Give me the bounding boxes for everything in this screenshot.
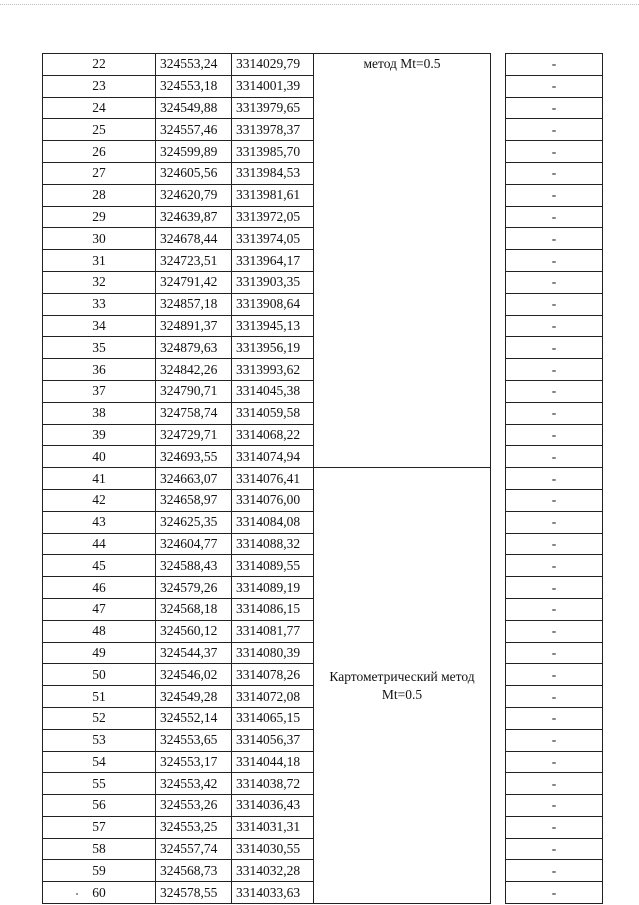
point-number-cell: 58 bbox=[43, 838, 156, 860]
y-coordinate-cell: 3313979,65 bbox=[232, 97, 314, 119]
point-number-cell: 30 bbox=[43, 228, 156, 250]
spacer-cell bbox=[491, 54, 506, 76]
y-coordinate-cell: 3314081,77 bbox=[232, 620, 314, 642]
x-coordinate-cell: 324729,71 bbox=[156, 424, 232, 446]
point-number-cell: 32 bbox=[43, 271, 156, 293]
point-number-cell: 53 bbox=[43, 729, 156, 751]
spacer-cell bbox=[491, 359, 506, 381]
spacer-cell bbox=[491, 773, 506, 795]
spacer-cell bbox=[491, 577, 506, 599]
accuracy-cell: - bbox=[506, 468, 603, 490]
point-number-cell: 27 bbox=[43, 162, 156, 184]
x-coordinate-cell: 324857,18 bbox=[156, 293, 232, 315]
spacer-cell bbox=[491, 293, 506, 315]
point-number-cell: 54 bbox=[43, 751, 156, 773]
accuracy-cell: - bbox=[506, 882, 603, 904]
spacer-cell bbox=[491, 838, 506, 860]
spacer-cell bbox=[491, 882, 506, 904]
spacer-cell bbox=[491, 97, 506, 119]
spacer-cell bbox=[491, 707, 506, 729]
accuracy-cell: - bbox=[506, 729, 603, 751]
accuracy-cell: - bbox=[506, 380, 603, 402]
point-number-cell: 34 bbox=[43, 315, 156, 337]
point-number-cell: 42 bbox=[43, 489, 156, 511]
spacer-cell bbox=[491, 337, 506, 359]
x-coordinate-cell: 324678,44 bbox=[156, 228, 232, 250]
accuracy-cell: - bbox=[506, 250, 603, 272]
x-coordinate-cell: 324879,63 bbox=[156, 337, 232, 359]
y-coordinate-cell: 3314065,15 bbox=[232, 707, 314, 729]
x-coordinate-cell: 324693,55 bbox=[156, 446, 232, 468]
point-number-cell: 44 bbox=[43, 533, 156, 555]
scan-speck bbox=[76, 893, 78, 895]
x-coordinate-cell: 324557,74 bbox=[156, 838, 232, 860]
coordinates-table-body bbox=[43, 54, 603, 904]
accuracy-cell: - bbox=[506, 751, 603, 773]
y-coordinate-cell: 3314044,18 bbox=[232, 751, 314, 773]
x-coordinate-cell: 324549,88 bbox=[156, 97, 232, 119]
spacer-cell bbox=[491, 228, 506, 250]
y-coordinate-cell: 3313981,61 bbox=[232, 184, 314, 206]
method-cell: метод Mt=0.5 bbox=[314, 54, 491, 468]
y-coordinate-cell: 3314076,41 bbox=[232, 468, 314, 490]
spacer-cell bbox=[491, 184, 506, 206]
y-coordinate-cell: 3314074,94 bbox=[232, 446, 314, 468]
point-number-cell: 43 bbox=[43, 511, 156, 533]
y-coordinate-cell: 3314076,00 bbox=[232, 489, 314, 511]
point-number-cell: 48 bbox=[43, 620, 156, 642]
table-row bbox=[43, 468, 603, 490]
accuracy-cell: - bbox=[506, 533, 603, 555]
point-number-cell: 46 bbox=[43, 577, 156, 599]
x-coordinate-cell: 324553,24 bbox=[156, 54, 232, 76]
y-coordinate-cell: 3314080,39 bbox=[232, 642, 314, 664]
accuracy-cell: - bbox=[506, 424, 603, 446]
y-coordinate-cell: 3314056,37 bbox=[232, 729, 314, 751]
point-number-cell: 24 bbox=[43, 97, 156, 119]
x-coordinate-cell: 324620,79 bbox=[156, 184, 232, 206]
accuracy-cell: - bbox=[506, 816, 603, 838]
spacer-cell bbox=[491, 119, 506, 141]
y-coordinate-cell: 3314089,55 bbox=[232, 555, 314, 577]
x-coordinate-cell: 324549,28 bbox=[156, 686, 232, 708]
accuracy-cell: - bbox=[506, 75, 603, 97]
method-cell: Картометрический метод Mt=0.5 bbox=[314, 468, 491, 904]
accuracy-cell: - bbox=[506, 271, 603, 293]
x-coordinate-cell: 324723,51 bbox=[156, 250, 232, 272]
spacer-cell bbox=[491, 751, 506, 773]
spacer-cell bbox=[491, 816, 506, 838]
accuracy-cell: - bbox=[506, 686, 603, 708]
coordinates-table bbox=[42, 53, 603, 904]
spacer-cell bbox=[491, 315, 506, 337]
accuracy-cell: - bbox=[506, 97, 603, 119]
spacer-cell bbox=[491, 729, 506, 751]
y-coordinate-cell: 3313984,53 bbox=[232, 162, 314, 184]
y-coordinate-cell: 3314001,39 bbox=[232, 75, 314, 97]
spacer-cell bbox=[491, 271, 506, 293]
point-number-cell: 36 bbox=[43, 359, 156, 381]
spacer-cell bbox=[491, 402, 506, 424]
accuracy-cell: - bbox=[506, 293, 603, 315]
accuracy-cell: - bbox=[506, 577, 603, 599]
accuracy-cell: - bbox=[506, 707, 603, 729]
point-number-cell: 23 bbox=[43, 75, 156, 97]
y-coordinate-cell: 3314088,32 bbox=[232, 533, 314, 555]
spacer-cell bbox=[491, 686, 506, 708]
y-coordinate-cell: 3313945,13 bbox=[232, 315, 314, 337]
x-coordinate-cell: 324604,77 bbox=[156, 533, 232, 555]
y-coordinate-cell: 3313956,19 bbox=[232, 337, 314, 359]
spacer-cell bbox=[491, 75, 506, 97]
x-coordinate-cell: 324546,02 bbox=[156, 664, 232, 686]
spacer-cell bbox=[491, 141, 506, 163]
x-coordinate-cell: 324568,18 bbox=[156, 598, 232, 620]
point-number-cell: 45 bbox=[43, 555, 156, 577]
x-coordinate-cell: 324579,26 bbox=[156, 577, 232, 599]
point-number-cell: 28 bbox=[43, 184, 156, 206]
y-coordinate-cell: 3313974,05 bbox=[232, 228, 314, 250]
x-coordinate-cell: 324553,25 bbox=[156, 816, 232, 838]
y-coordinate-cell: 3313993,62 bbox=[232, 359, 314, 381]
y-coordinate-cell: 3314086,15 bbox=[232, 598, 314, 620]
x-coordinate-cell: 324891,37 bbox=[156, 315, 232, 337]
y-coordinate-cell: 3314045,38 bbox=[232, 380, 314, 402]
point-number-cell: 31 bbox=[43, 250, 156, 272]
point-number-cell: 41 bbox=[43, 468, 156, 490]
y-coordinate-cell: 3314089,19 bbox=[232, 577, 314, 599]
y-coordinate-cell: 3314059,58 bbox=[232, 402, 314, 424]
point-number-cell: 38 bbox=[43, 402, 156, 424]
accuracy-cell: - bbox=[506, 162, 603, 184]
y-coordinate-cell: 3313964,17 bbox=[232, 250, 314, 272]
accuracy-cell: - bbox=[506, 642, 603, 664]
spacer-cell bbox=[491, 620, 506, 642]
x-coordinate-cell: 324560,12 bbox=[156, 620, 232, 642]
x-coordinate-cell: 324599,89 bbox=[156, 141, 232, 163]
point-number-cell: 39 bbox=[43, 424, 156, 446]
accuracy-cell: - bbox=[506, 664, 603, 686]
y-coordinate-cell: 3313908,64 bbox=[232, 293, 314, 315]
spacer-cell bbox=[491, 533, 506, 555]
spacer-cell bbox=[491, 555, 506, 577]
x-coordinate-cell: 324568,73 bbox=[156, 860, 232, 882]
y-coordinate-cell: 3314032,28 bbox=[232, 860, 314, 882]
spacer-cell bbox=[491, 250, 506, 272]
accuracy-cell: - bbox=[506, 511, 603, 533]
point-number-cell: 29 bbox=[43, 206, 156, 228]
x-coordinate-cell: 324663,07 bbox=[156, 468, 232, 490]
x-coordinate-cell: 324842,26 bbox=[156, 359, 232, 381]
x-coordinate-cell: 324605,56 bbox=[156, 162, 232, 184]
accuracy-cell: - bbox=[506, 228, 603, 250]
accuracy-cell: - bbox=[506, 446, 603, 468]
x-coordinate-cell: 324625,35 bbox=[156, 511, 232, 533]
point-number-cell: 47 bbox=[43, 598, 156, 620]
accuracy-cell: - bbox=[506, 184, 603, 206]
accuracy-cell: - bbox=[506, 838, 603, 860]
accuracy-cell: - bbox=[506, 620, 603, 642]
point-number-cell: 55 bbox=[43, 773, 156, 795]
spacer-cell bbox=[491, 664, 506, 686]
x-coordinate-cell: 324553,26 bbox=[156, 795, 232, 817]
x-coordinate-cell: 324639,87 bbox=[156, 206, 232, 228]
point-number-cell: 40 bbox=[43, 446, 156, 468]
x-coordinate-cell: 324557,46 bbox=[156, 119, 232, 141]
y-coordinate-cell: 3314038,72 bbox=[232, 773, 314, 795]
spacer-cell bbox=[491, 642, 506, 664]
spacer-cell bbox=[491, 795, 506, 817]
accuracy-cell: - bbox=[506, 555, 603, 577]
y-coordinate-cell: 3313972,05 bbox=[232, 206, 314, 228]
accuracy-cell: - bbox=[506, 359, 603, 381]
point-number-cell: 22 bbox=[43, 54, 156, 76]
y-coordinate-cell: 3314078,26 bbox=[232, 664, 314, 686]
x-coordinate-cell: 324553,18 bbox=[156, 75, 232, 97]
x-coordinate-cell: 324553,65 bbox=[156, 729, 232, 751]
y-coordinate-cell: 3313985,70 bbox=[232, 141, 314, 163]
accuracy-cell: - bbox=[506, 860, 603, 882]
point-number-cell: 33 bbox=[43, 293, 156, 315]
x-coordinate-cell: 324578,55 bbox=[156, 882, 232, 904]
point-number-cell: 60 bbox=[43, 882, 156, 904]
point-number-cell: 57 bbox=[43, 816, 156, 838]
accuracy-cell: - bbox=[506, 402, 603, 424]
y-coordinate-cell: 3314033,63 bbox=[232, 882, 314, 904]
spacer-cell bbox=[491, 598, 506, 620]
scan-artifact-line bbox=[0, 4, 639, 5]
point-number-cell: 49 bbox=[43, 642, 156, 664]
x-coordinate-cell: 324791,42 bbox=[156, 271, 232, 293]
point-number-cell: 35 bbox=[43, 337, 156, 359]
y-coordinate-cell: 3314036,43 bbox=[232, 795, 314, 817]
spacer-cell bbox=[491, 446, 506, 468]
y-coordinate-cell: 3314072,08 bbox=[232, 686, 314, 708]
point-number-cell: 59 bbox=[43, 860, 156, 882]
table-row bbox=[43, 54, 603, 76]
point-number-cell: 50 bbox=[43, 664, 156, 686]
accuracy-cell: - bbox=[506, 141, 603, 163]
point-number-cell: 26 bbox=[43, 141, 156, 163]
spacer-cell bbox=[491, 489, 506, 511]
y-coordinate-cell: 3313903,35 bbox=[232, 271, 314, 293]
y-coordinate-cell: 3314029,79 bbox=[232, 54, 314, 76]
accuracy-cell: - bbox=[506, 119, 603, 141]
spacer-cell bbox=[491, 162, 506, 184]
accuracy-cell: - bbox=[506, 206, 603, 228]
y-coordinate-cell: 3314068,22 bbox=[232, 424, 314, 446]
spacer-cell bbox=[491, 206, 506, 228]
x-coordinate-cell: 324758,74 bbox=[156, 402, 232, 424]
spacer-cell bbox=[491, 511, 506, 533]
spacer-cell bbox=[491, 860, 506, 882]
point-number-cell: 56 bbox=[43, 795, 156, 817]
accuracy-cell: - bbox=[506, 54, 603, 76]
accuracy-cell: - bbox=[506, 489, 603, 511]
accuracy-cell: - bbox=[506, 795, 603, 817]
x-coordinate-cell: 324658,97 bbox=[156, 489, 232, 511]
spacer-cell bbox=[491, 468, 506, 490]
spacer-cell bbox=[491, 380, 506, 402]
point-number-cell: 52 bbox=[43, 707, 156, 729]
point-number-cell: 25 bbox=[43, 119, 156, 141]
y-coordinate-cell: 3313978,37 bbox=[232, 119, 314, 141]
y-coordinate-cell: 3314084,08 bbox=[232, 511, 314, 533]
y-coordinate-cell: 3314031,31 bbox=[232, 816, 314, 838]
point-number-cell: 51 bbox=[43, 686, 156, 708]
accuracy-cell: - bbox=[506, 598, 603, 620]
accuracy-cell: - bbox=[506, 315, 603, 337]
accuracy-cell: - bbox=[506, 773, 603, 795]
x-coordinate-cell: 324544,37 bbox=[156, 642, 232, 664]
spacer-cell bbox=[491, 424, 506, 446]
point-number-cell: 37 bbox=[43, 380, 156, 402]
x-coordinate-cell: 324553,42 bbox=[156, 773, 232, 795]
x-coordinate-cell: 324552,14 bbox=[156, 707, 232, 729]
y-coordinate-cell: 3314030,55 bbox=[232, 838, 314, 860]
accuracy-cell: - bbox=[506, 337, 603, 359]
x-coordinate-cell: 324553,17 bbox=[156, 751, 232, 773]
x-coordinate-cell: 324588,43 bbox=[156, 555, 232, 577]
x-coordinate-cell: 324790,71 bbox=[156, 380, 232, 402]
